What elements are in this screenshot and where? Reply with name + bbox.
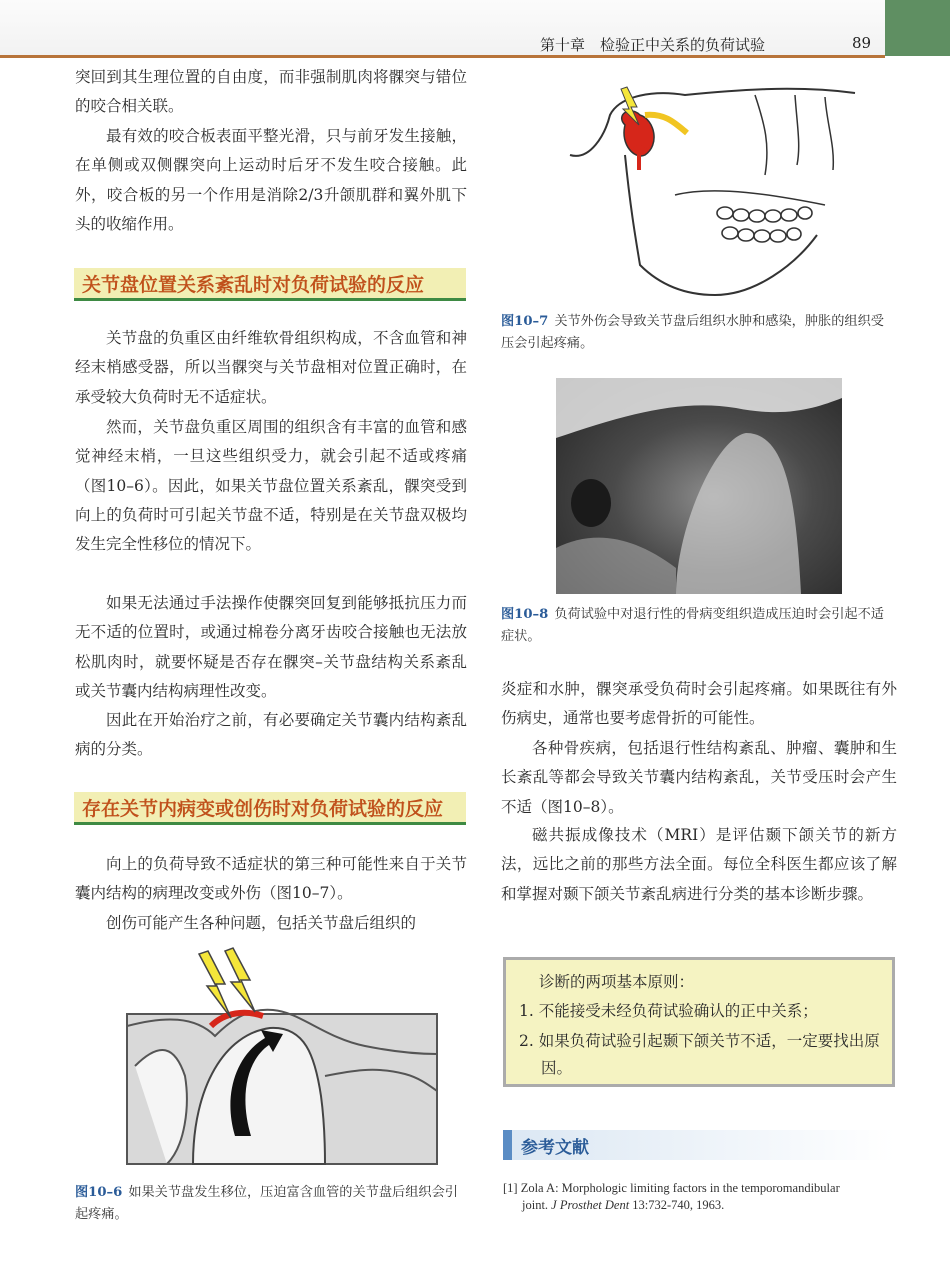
figure-10-7-caption	[501, 311, 897, 355]
figure-10-8-label: 图10–8	[501, 607, 549, 622]
left-paragraph-1: 突回到其生理位置的自由度，而非强制肌肉将髁突与错位的咬合相关联。	[75, 68, 467, 116]
figure-10-7-label: 图10–7	[501, 314, 549, 329]
left-paragraph-8: 创伤可能产生各种问题，包括关节盘后组织的	[106, 914, 417, 932]
figure-10-6-label: 图10–6	[75, 1185, 123, 1200]
principles-title: 诊断的两项基本原则：	[539, 973, 695, 991]
references-heading	[503, 1130, 895, 1160]
reference-1-journal: J Prosthet Dent	[551, 1198, 630, 1212]
right-paragraph-2: 各种骨疾病，包括退行性结构紊乱、肿瘤、囊肿和生长紊乱等都会导致关节囊内结构紊乱，关节受压时会产生不适（图10–8）。	[501, 739, 897, 816]
page-number: 89	[852, 34, 872, 52]
section-heading-disc	[74, 268, 466, 301]
figure-10-6-caption	[75, 1182, 467, 1226]
section-heading-injury-text: 存在关节内病变或创伤时对负荷试验的反应	[82, 798, 444, 820]
figure-10-7-illustration	[565, 85, 870, 300]
references-heading-bar	[503, 1130, 512, 1160]
diagnosis-principles-box	[503, 957, 895, 1087]
chapter-color-tab	[885, 0, 950, 56]
figure-10-7-caption-text: 关节外伤会导致关节盘后组织水肿和感染，肿胀的组织受压会引起疼痛。	[501, 314, 884, 351]
figure-10-6-caption-text: 如果关节盘发生移位，压迫富含血管的关节盘后组织会引起疼痛。	[75, 1185, 458, 1222]
right-paragraph-1: 炎症和水肿，髁突承受负荷时会引起疼痛。如果既往有外伤病史，通常也要考虑骨折的可能性。	[501, 680, 897, 728]
reference-1-title-end: joint.	[522, 1198, 549, 1212]
reference-1-line-2	[503, 1197, 895, 1214]
page-header-band	[0, 0, 950, 56]
reference-1-volume: 13:732-740, 1963.	[632, 1198, 725, 1212]
chapter-title: 第十章 检验正中关系的负荷试验	[540, 36, 766, 54]
left-paragraph-7: 向上的负荷导致不适症状的第三种可能性来自于关节囊内结构的病理改变或外伤（图10–7）。	[75, 855, 467, 903]
section-heading-disc-text: 关节盘位置关系紊乱时对负荷试验的反应	[82, 274, 425, 296]
header-rule	[0, 55, 885, 58]
references-heading-text: 参考文献	[521, 1138, 589, 1158]
figure-10-8-caption-text: 负荷试验中对退行性的骨病变组织造成压迫时会引起不适症状。	[501, 607, 884, 644]
principle-item-2: 2. 如果负荷试验引起颞下颌关节不适，一定要找出原因。	[519, 1032, 880, 1077]
figure-10-6-illustration	[75, 946, 467, 1171]
left-paragraph-2: 最有效的咬合板表面平整光滑，只与前牙发生接触，在单侧或双侧髁突向上运动时后牙不发生咬合接触。此外，咬合板的另一个作用是消除2/3升颌肌群和翼外肌下头的收缩作用。	[75, 127, 467, 233]
figure-10-8-caption	[501, 604, 897, 648]
left-paragraph-3: 关节盘的负重区由纤维软骨组织构成，不含血管和神经末梢感受器，所以当髁突与关节盘相对位置正确时，在承受较大负荷时无不适症状。	[75, 329, 467, 406]
reference-item-1	[503, 1180, 895, 1214]
left-paragraph-4: 然而，关节盘负重区周围的组织含有丰富的血管和感觉神经末梢，一旦这些组织受力，就会引起不适或疼痛（图10–6）。因此，如果关节盘位置关系紊乱，髁突受到向上的负荷时可引起关节盘不适，特别是在关节盘双极均发生完全性移位的情况下。	[75, 418, 467, 554]
principle-item-1: 1. 不能接受未经负荷试验确认的正中关系；	[519, 1002, 818, 1020]
section-heading-injury	[74, 792, 466, 825]
figure-10-8-radiograph	[556, 378, 842, 594]
left-paragraph-5: 如果无法通过手法操作使髁突回复到能够抵抗压力而无不适的位置时，或通过棉卷分离牙齿咬合接触也无法放松肌肉时，就要怀疑是否存在髁突–关节盘结构关系紊乱或关节囊内结构病理性改变。	[75, 594, 467, 700]
reference-1-line-1: [1] Zola A: Morphologic limiting factors in the temporomandibular	[503, 1181, 840, 1195]
left-paragraph-6: 因此在开始治疗之前，有必要确定关节囊内结构紊乱病的分类。	[75, 711, 467, 759]
right-paragraph-3: 磁共振成像技术（MRI）是评估颞下颌关节的新方法，远比之前的那些方法全面。每位全科医生都应该了解和掌握对颞下颌关节紊乱病进行分类的基本诊断步骤。	[501, 826, 897, 903]
